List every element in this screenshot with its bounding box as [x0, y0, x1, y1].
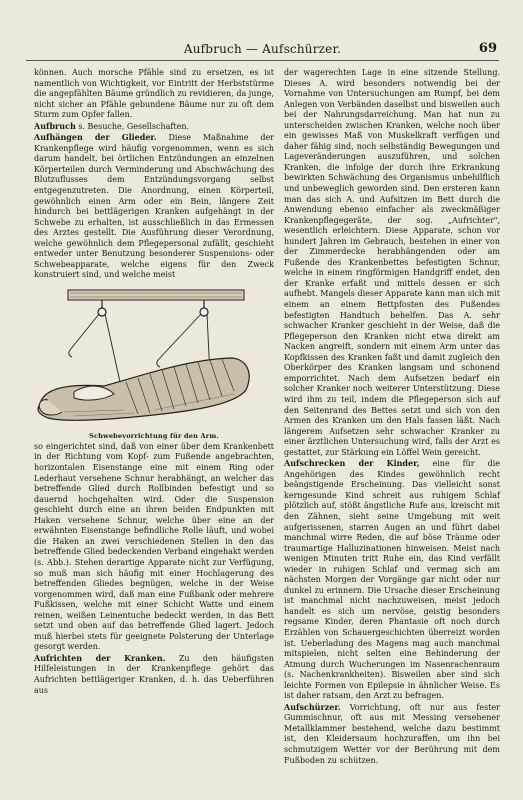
entry-headword: Aufrichten der Kranken.: [34, 652, 166, 663]
entry-aufschuerzer: [284, 702, 500, 766]
right-column: [284, 68, 500, 766]
paragraph: der wagerechten Lage in eine sitzende Stellung. Dieses A. wird besonders notwendig bei der Vornahme von Untersuchungen am Rumpf, bei dem Anlegen von Verbänden daselbst und bisweilen auch bei der Nahrungsdarreichung. Man hat nun zu unterscheiden zwischen Kranken, welche noch über ein gewisses Maß von Muskelkraft verfügen und daher fähig sind, noch selbständig Bewegungen und Lageveränderungen auszuführen, und solchen Kranken, die infolge der durch ihre Erkrankung bewirkten Schwächung des Organismus unbehilflich und unbeweglich geworden sind. Den ersteren kann man das sich A. und Aufsitzen im Bett durch die Anwendung ebenso einfacher als zweckmäßiger Krankenpflegegeräte, der sog. „Aufrichter", wesentlich erleichtern. Diese Apparate, schon vor hundert Jahren im Gebrauch, bestehen in einer von der Zimmerdecke herabhängenden oder am Fußende des Krankenbettes befestigten Schnur, welche in einem ringförmigen Handgriff endet, den der Kranke erfaßt und mittels dessen er sich aufhebt. Mangels dieser Apparate kann man sich mit einem an einem Bettpfosten des Fußendes befestigten Handtuch behelfen. Das A. sehr schwacher Kranker geschieht in der Weise, daß die Pflegeperson den Kranken nicht etwa direkt am Nacken angreift, sondern mit einem Arm unter das Kopfkissen des Kranken faßt und damit zugleich den Oberkörper des Kranken langsam und schonend emporrichtet. Nach dem Aufsetzen bedarf ein solcher Kranker noch weiterer Unterstützung. Diese wird ihm zu teil, indem die Pflegeperson sich auf den Seitenrand des Bettes setzt und sich von den Armen des Kranken um den Hals fassen läßt. Nach längerem Aufsetzen sehr schwacher Kranker zu einer ärztlichen Untersuchung wird, falls der Arzt es gestattet, zur Stärkung ein Löffel Wein gereicht.: [284, 68, 500, 457]
entry-text: eine für die Angehörigen des Kindes gewöhnlich recht beängstigende Erscheinung. Das vielleicht sonst kerngesunde Kind schreit aus ruhigem Schlaf plötzlich auf, stößt ängstliche Rufe aus, kreischt mit den Zähnen, sieht seine Umgebung mit weit aufgerissenen, starren Augen an und führt dabei manchmal wirre Reden, die auf böse Träume oder traumartige Halluzinationen hinweisen. Meist nach wenigen Minuten tritt Ruhe ein, das Kind verfällt wieder in ruhigen Schlaf und vermag sich am nächsten Morgen der Vorgänge gar nicht oder nur dunkel zu erinnern. Die Ursache dieser Erscheinung ist manchmal nicht nachzuweisen, meist jedoch handelt es sich um nervöse, geistig besonders regsame Kinder, deren Phantasie oft noch durch Erzählen von Schauergeschichten überreizt worden ist. Ueberladung des Magens mag auch manchmal mitspielen, nicht selten eine Behinderung der Atmung durch Wucherungen im Nasenrachenraum (s. Nachenkrankheiten). Bisweilen aber sind sich leichte Formen von Epilepsie in ähnlicher Weise. Es ist daher ratsam, den Arzt zu befragen.: [284, 459, 500, 701]
entry-aufrichten: [34, 653, 274, 696]
entry-aufbruch: [34, 121, 274, 133]
entry-headword: Aufbruch: [34, 120, 76, 131]
entry-text: s. Besuche, Gesellschaften.: [75, 121, 190, 131]
running-title: Aufbruch — Aufschürzer.: [183, 42, 342, 56]
entry-text: Zu den häufigsten Hilfeleistungen in der Krankenpflege gehört das Aufrichten bettlägeriger Kranken, d. h. das Ueberführen aus: [34, 653, 274, 695]
entry-aufhaengen: [34, 132, 274, 281]
entry-text: Diese Maßnahme der Krankenpflege wird häufig vorgenommen, wenn es sich darum handelt, bei örtlichen Entzündungen an einzelnen Körperteilen durch Verminderung und Abschwächung des Blutzuflusses dem Entzündungsvorgang selbst entgegenzutreten. Die Anordnung, einen Körperteil, gewöhnlich einen Arm oder ein Bein, längere Zeit hindurch bei bettlägerigen Kranken aufgehängt in der Schwebe zu erhalten, ist ausschließlich in das Ermessen des Arztes gestellt. Die Ausführung dieser Verordnung, welche gewöhnlich dem Pflegepersonal zufällt, geschieht entweder unter Benutzung besonderer Suspensions- oder Schwebeapparate, welche eigens für den Zweck konstruiert sind, und welche meist: [34, 133, 274, 280]
page-header: [26, 42, 499, 61]
paragraph: so eingerichtet sind, daß von einer über dem Krankenbett in der Richtung vom Kopf- zum Fußende angebrachten, horizontalen Eisenstange eine mit einem Ring oder Lederhaut versehene Schnur herabhängt, an welcher das betreffende Glied durch Rollbinden befestigt und so dauernd hochgehalten wird. Oder die Suspension geschieht durch eine an ihren beiden Endpunkten mit Haken versehene Schnur, welche über eine an der erwähnten Eisenstange befindliche Rolle läuft, und wobei die Haken an zwei verschiedenen Stellen in den das betreffende Glied bedeckenden Verband eingehakt werden (s. Abb.). Stehen derartige Apparate nicht zur Verfügung, so muß man sich häufig mit einer Hochlagerung des betreffenden Gliedes begnügen, welche in der Weise vorgenommen wird, daß man eine Fußbank oder mehrere Fußkissen, welche mit einer Schicht Watte und einem reinen, weißen Leinentuche bedeckt werden, in das Bett setzt und oben auf das betreffende Glied lagert. Jedoch muß hierbei stets für geeignete Polsterung der Unterlage gesorgt werden.: [34, 441, 274, 652]
entry-headword: Aufhängen der Glieder.: [34, 132, 157, 143]
left-column: [34, 68, 274, 696]
paragraph: können. Auch morsche Pfähle sind zu ersetzen, es ist namentlich von Wichtigkeit, vor Eintritt der Herbststürme die angepfählten Bäume gründlich zu revidieren, da junge, nicht sicher an Pfähle gebundene Bäume nur zu oft dem Sturm zum Opfer fallen.: [34, 68, 274, 120]
entry-headword: Aufschürzer.: [284, 701, 341, 712]
entry-aufschrecken: [284, 458, 500, 702]
page-number: 69: [478, 41, 497, 56]
suspension-apparatus-figure: [34, 282, 274, 442]
suspension-apparatus-illustration: [34, 282, 274, 442]
entry-headword: Aufschrecken der Kinder,: [284, 458, 420, 469]
figure-caption: Schwebevorrichtung für den Arm.: [89, 431, 219, 440]
entry-text: Vorrichtung, oft nur aus fester Gummischnur, oft aus mit Messing versehener Metallklammer bestehend, welche dazu bestimmt ist, den Kleidersaum hochzuraffen, um ihn bei schmutzigem Wetter vor der Berührung mit dem Fußboden zu schützen.: [284, 702, 500, 765]
